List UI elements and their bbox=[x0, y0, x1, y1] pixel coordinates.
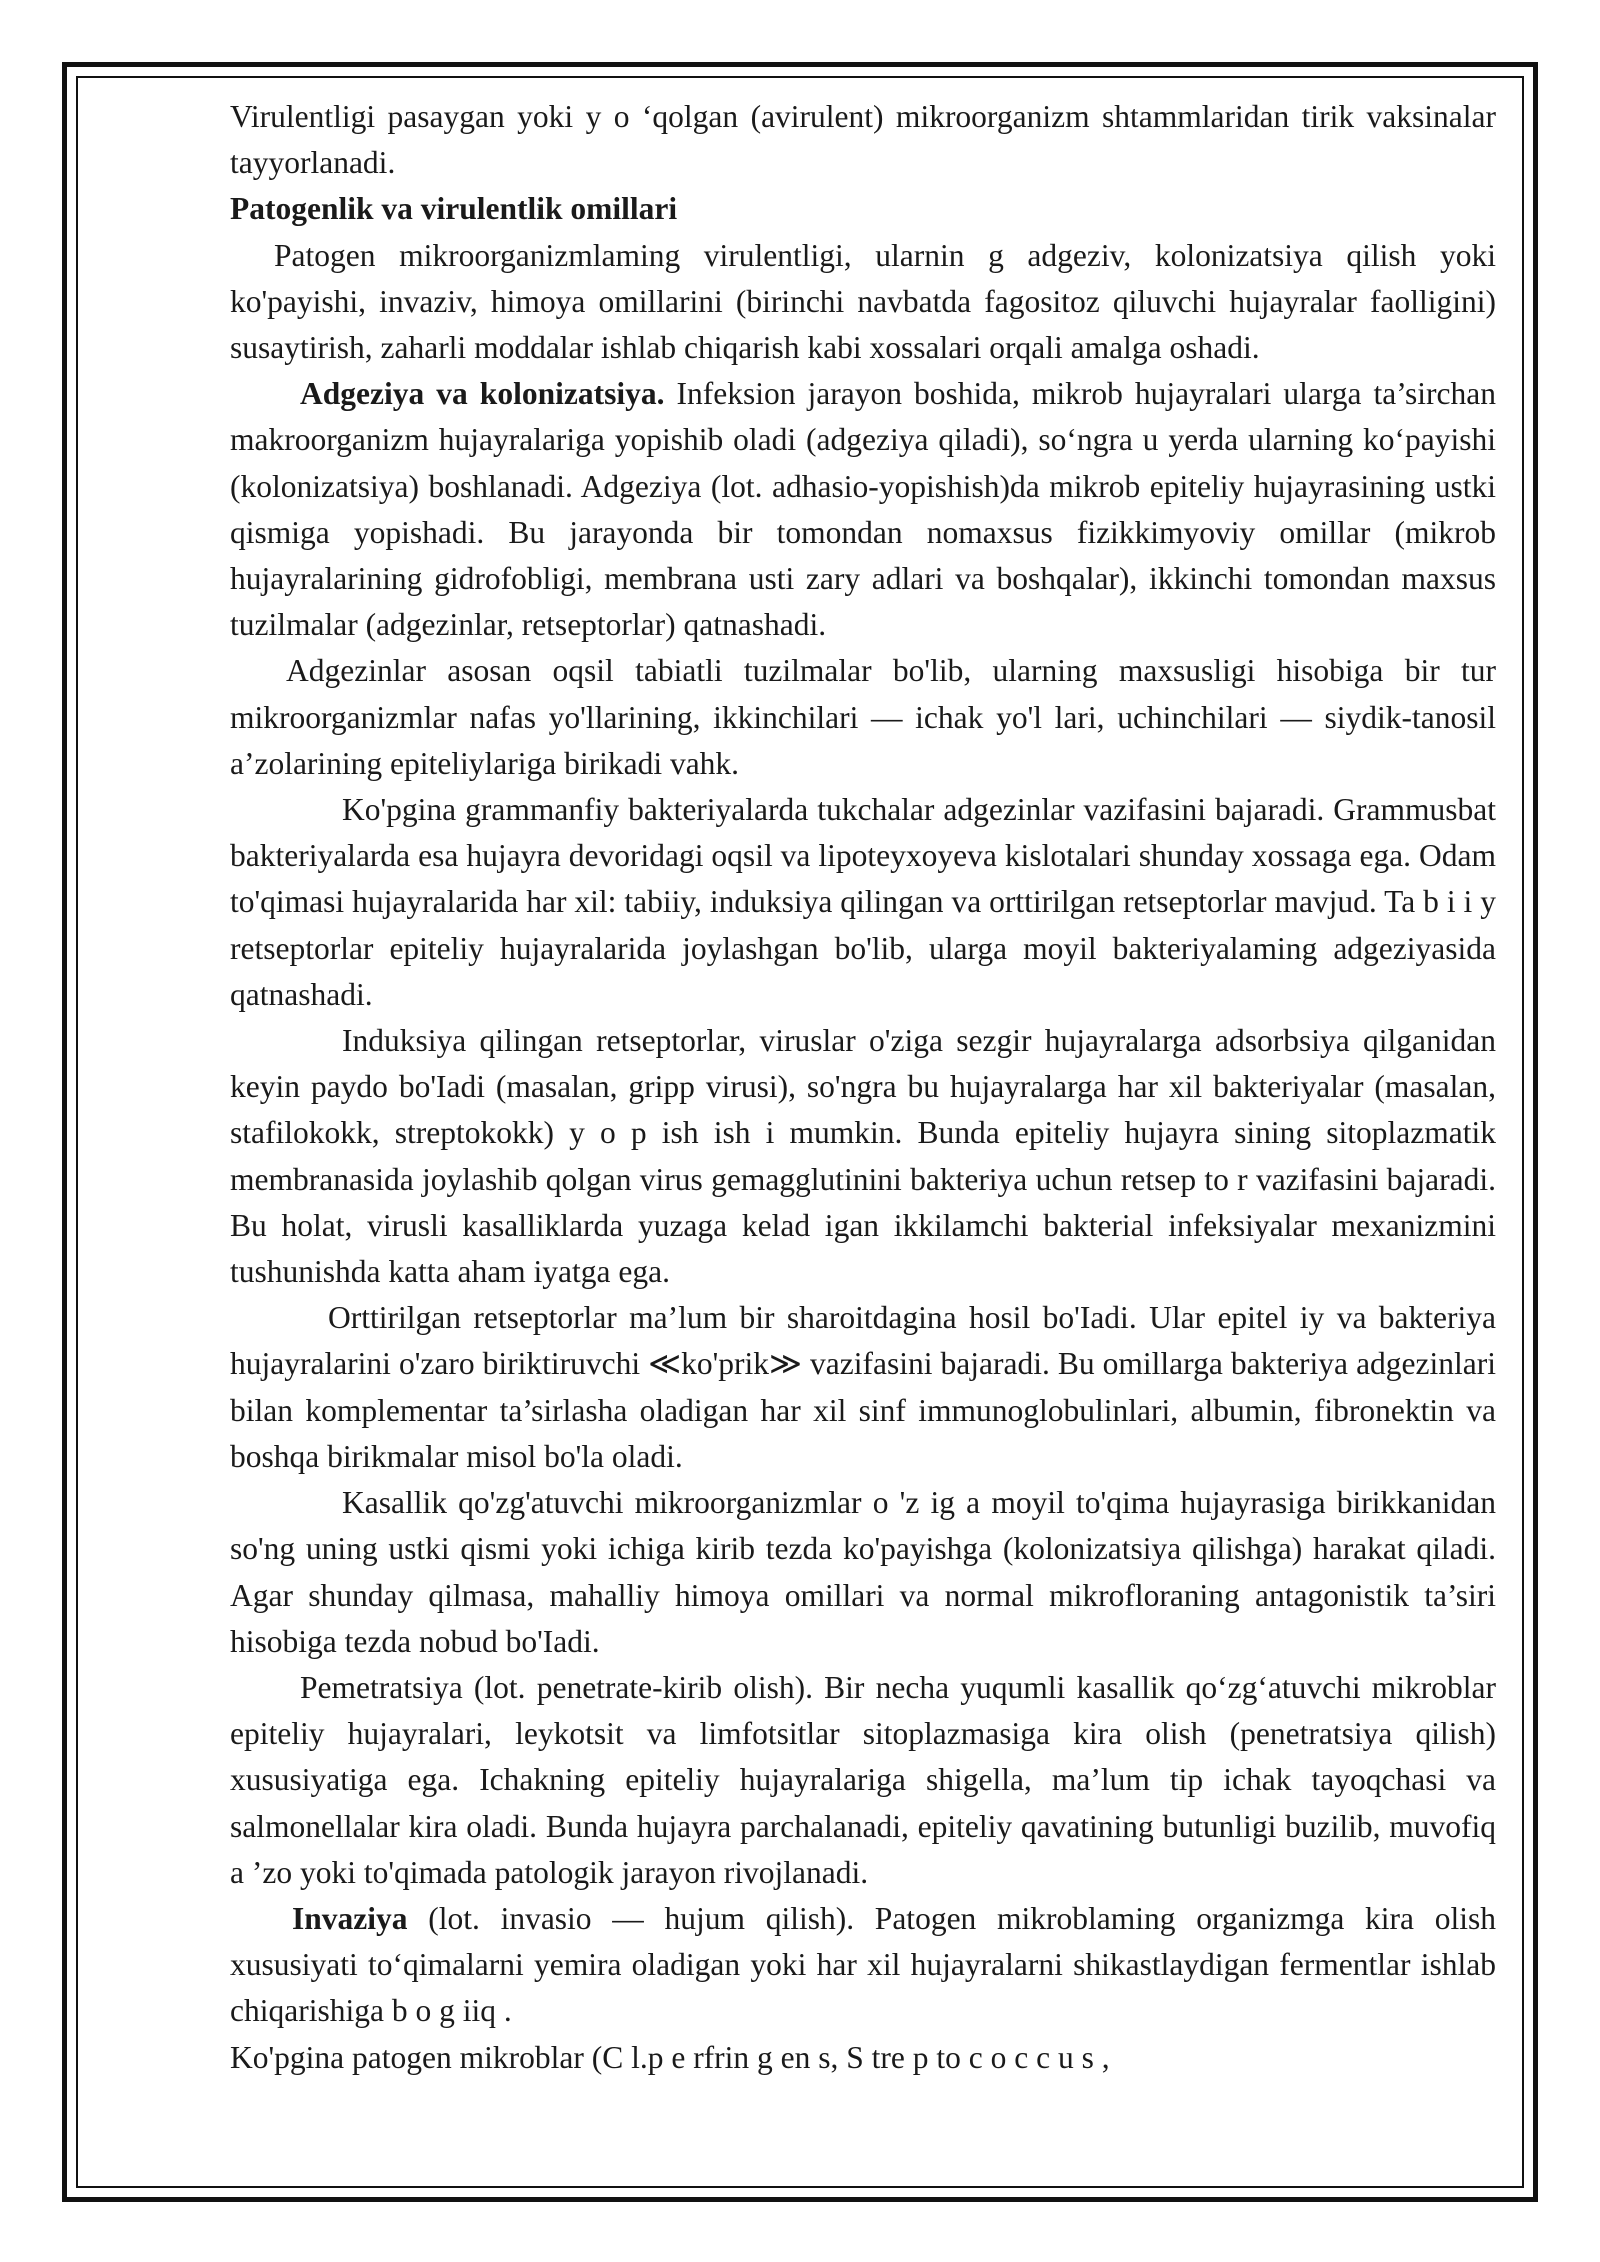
document-body bbox=[230, 94, 1496, 2081]
paragraph-gram-negative: Ko'pgina grammanfiy bakteriyalarda tukchalar adgezinlar vazifasini bajaradi. Grammusbat bakteriyalarda esa hujayra devoridagi oqsil va lipoteyxoyeva kislotalari shunday xossaga ega. Odam to'qimasi hujayralarida har xil: tabiiy, induksiya qilingan va orttirilgan retseptorlar mavjud. Ta b i i y retseptorlar epiteliy hujayralarida joylashgan bo'lib, ularga moyil bakteriyalaming adgeziyasida qatnashadi. bbox=[230, 792, 1496, 1012]
paragraph-colonization: Kasallik qo'zg'atuvchi mikroorganizmlar o 'z ig a moyil to'qima hujayrasiga birikkanidan so'ng uning ustki qismi yoki ichiga kirib tezda ko'payishga (kolonizatsiya qilishga) harakat qiladi. Agar shunday qilmasa, mahalliy himoya omillari va normal mikrofloraning antagonistik ta’siri hisobiga tezda nobud bo'Iadi. bbox=[230, 1485, 1496, 1659]
paragraph-pathogens: Ko'pgina patogen mikroblar (C l.p e rfrin g en s, S tre p to c o c c u s , bbox=[230, 2039, 1110, 2075]
paragraph-acquired-receptors: Orttirilgan retseptorlar ma’lum bir sharoitdagina hosil bo'Iadi. Ular epitel iy va bakteriya hujayralarini o'zaro biriktiruvchi ≪ko'prik≫ vazifasini bajaradi. Bu omillarga bakteriya adgezinlari bilan komplementar ta’sirlasha oladigan har xil sinf immunoglobulinlari, albumin, fibronektin va boshqa birikmalar misol bo'la oladi. bbox=[230, 1300, 1496, 1474]
paragraph-virulence: Patogen mikroorganizmlaming virulentligi, ularnin g adgeziv, kolonizatsiya qilish yoki ko'payishi, invaziv, himoya omillarini (birinchi navbatda fagositoz qiluvchi hujayralar faolligini) susaytirish, zaharli moddalar ishlab chiqarish kabi xossalari orqali amalga oshadi. bbox=[230, 237, 1496, 366]
paragraph-adhesion bbox=[230, 371, 1496, 648]
paragraph-intro: Virulentligi pasaygan yoki y o ‘qolgan (avirulent) mikroorganizm shtammlaridan tirik vaksinalar tayyorlanadi. bbox=[230, 99, 1496, 181]
paragraph-penetration: Pemetratsiya (lot. penetrate-kirib olish). Bir necha yuqumli kasallik qo‘zg‘atuvchi mikroblar epiteliy hujayralari, leykotsit va limfotsitlar sitoplazmasiga kira olish (penetratsiya qilish) xususiyatiga ega. Ichakning epiteliy hujayralariga shigella, ma’lum tip ichak tayoqchasi va salmonellalar kira oladi. Bunda hujayra parchalanadi, epiteliy qavatining butunligi buzilib, muvofiq a ’zo yoki to'qimada patologik jarayon rivojlanadi. bbox=[230, 1669, 1496, 1890]
adhesion-term: Adgeziya va kolonizatsiya. bbox=[300, 376, 665, 412]
invasion-term: Invaziya bbox=[292, 1900, 408, 1936]
section-heading: Patogenlik va virulentlik omillari bbox=[230, 191, 678, 227]
adhesion-text: Infeksion jarayon boshida, mikrob hujayralari ularga ta’sirchan makroorganizm hujayralariga yopishib oladi (adgeziya qiladi), so‘ngra u yerda ularning ko‘payishi (kolonizatsiya) boshlanadi. Adgeziya (lot. adhasio-yopishish)da mikrob epiteliy hujayrasining ustki qismiga yopishadi. Bu jarayonda bir tomondan nomaxsus fizikkimyoviy omillar (mikrob hujayralarining gidrofobligi, membrana usti zary adlari va boshqalar), ikkinchi tomondan maxsus tuzilmalar (adgezinlar, retseptorlar) qatnashadi. bbox=[230, 376, 1496, 643]
invasion-text: (lot. invasio — hujum qilish). Patogen mikroblaming organizmga kira olish xususiyati to‘qimalarni yemira oladigan yoki har xil hujayralarni shikastlaydigan fermentlar ishlab chiqarishiga b o g iiq . bbox=[230, 1900, 1496, 2029]
paragraph-adhesins: Adgezinlar asosan oqsil tabiatli tuzilmalar bo'lib, ularning maxsusligi hisobiga bir tur mikroorganizmlar nafas yo'llarining, ikkinchilari — ichak yo'l lari, uchinchilari — siydik-tanosil a’zolarining epiteliylariga birikadi vahk. bbox=[230, 653, 1496, 781]
paragraph-induced-receptors: Induksiya qilingan retseptorlar, viruslar o'ziga sezgir hujayralarga adsorbsiya qilganidan keyin paydo bo'Iadi (masalan, gripp virusi), so'ngra bu hujayralarga har xil bakteriyalar (masalan, stafilokokk, streptokokk) y o p ish ish i mumkin. Bunda epiteliy hujayra sining sitoplazmatik membranasida joylashib qolgan virus gemagglutinini bakteriya uchun retsep to r vazifasini bajaradi. Bu holat, virusli kasalliklarda yuzaga kelad igan ikkilamchi bakterial infeksiyalar mexanizmini tushunishda katta aham iyatga ega. bbox=[230, 1023, 1496, 1290]
paragraph-invasion bbox=[230, 1896, 1496, 2035]
